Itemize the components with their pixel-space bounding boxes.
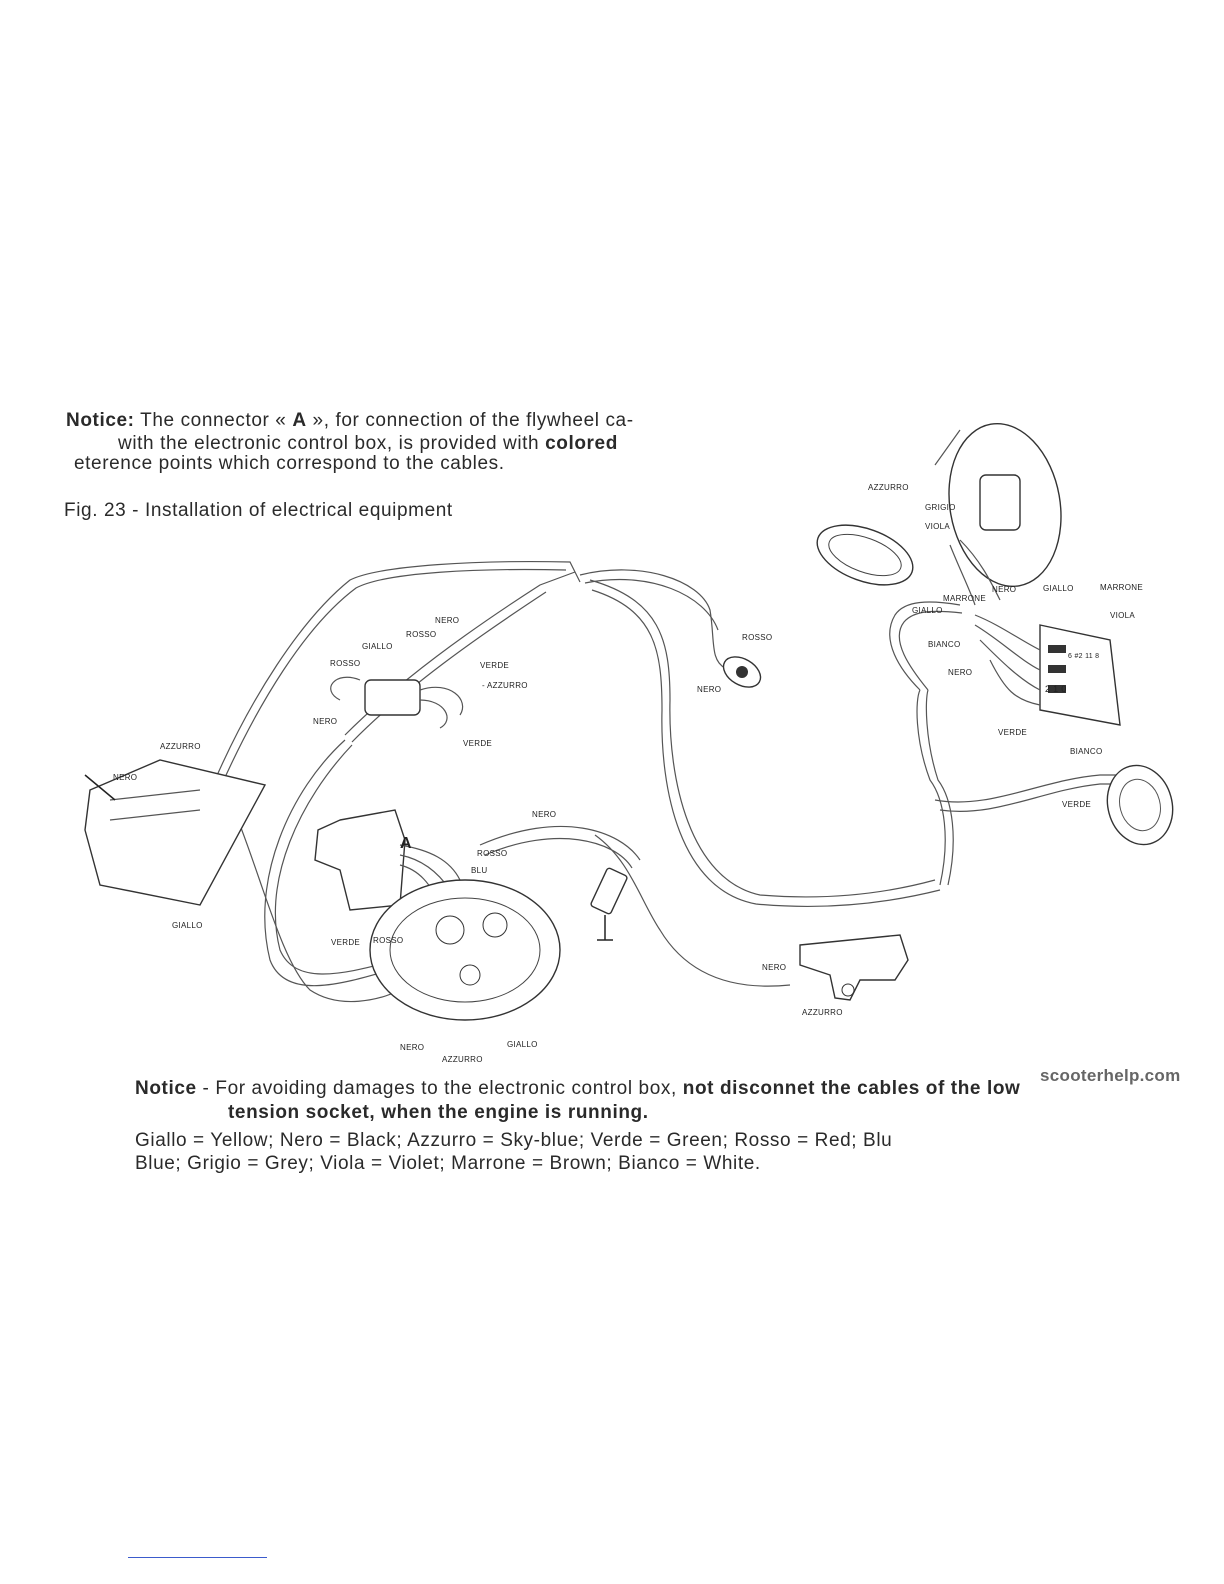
label-nero-bulb: NERO — [697, 685, 722, 694]
label-rosso-top: ROSSO — [406, 630, 437, 639]
label-verde-flywheel: VERDE — [331, 938, 361, 947]
label-giallo-right: GIALLO — [1043, 584, 1074, 593]
label-nero-spark: NERO — [532, 810, 557, 819]
label-nero-ignition: NERO — [762, 963, 787, 972]
footer-rule — [128, 1557, 267, 1558]
label-nero-rear: NERO — [113, 773, 138, 782]
label-verde-switch: VERDE — [998, 728, 1028, 737]
notice-bottom-line2: tension socket, when the engine is running. — [228, 1102, 649, 1123]
notice-line1-pre: The connector « — [140, 410, 293, 431]
notice-top-line3: eterence points which correspond to the cables. — [74, 453, 505, 474]
connector-a-ref: A — [292, 410, 307, 431]
label-blu-box: BLU — [471, 866, 488, 875]
label-verde-top: VERDE — [480, 661, 510, 670]
label-azzurro-speedo: AZZURRO — [868, 483, 909, 492]
label-switch-numbers-2: 6 #2 11 8 — [1068, 653, 1100, 660]
notice-bottom-bold1: not disconnet the cables of the low — [682, 1078, 1021, 1099]
notice-line2-bold: colored — [545, 433, 618, 454]
spark-plug — [590, 867, 628, 940]
notice-bottom-label: Notice — [135, 1078, 197, 1099]
ignition-switch — [800, 935, 908, 1000]
label-marrone-speedo: MARRONE — [943, 594, 986, 603]
figure-caption: Fig. 23 - Installation of electrical equipment — [64, 500, 453, 521]
junction-box — [331, 677, 463, 728]
label-azzurro-ignition: AZZURRO — [802, 1008, 843, 1017]
notice-bottom-dash: - — [196, 1078, 216, 1099]
notice-line1-post: », for connection of the flywheel ca- — [306, 410, 634, 431]
watermark: scooterhelp.com — [1040, 1066, 1181, 1085]
notice-bottom-line1 — [135, 1078, 1020, 1100]
rear-light — [85, 760, 265, 905]
label-verde-mid: VERDE — [463, 739, 493, 748]
label-viola-speedo: VIOLA — [925, 522, 951, 531]
label-grigio: GRIGIO — [925, 503, 956, 512]
label-giallo-flywheel: GIALLO — [507, 1040, 538, 1049]
color-legend-line2: Blue; Grigio = Grey; Viola = Violet; Marrone = Brown; Bianco = White. — [135, 1153, 761, 1174]
label-rosso-left: ROSSO — [330, 659, 361, 668]
label-nero-mid: NERO — [313, 717, 338, 726]
horn — [1099, 758, 1182, 852]
color-legend-line1: Giallo = Yellow; Nero = Black; Azzurro = Sky-blue; Verde = Green; Rosso = Red; Blu — [135, 1130, 893, 1151]
label-nero-top: NERO — [435, 616, 460, 625]
label-azzurro-flywheel: AZZURRO — [442, 1055, 483, 1064]
flywheel-stator — [370, 880, 560, 1020]
notice-label: Notice: — [66, 410, 135, 431]
label-verde-horn: VERDE — [1062, 800, 1092, 809]
label-giallo-rear: GIALLO — [172, 921, 203, 930]
switch-block — [975, 615, 1120, 725]
connector-a-label: A — [400, 835, 412, 852]
label-giallo-top: GIALLO — [362, 642, 393, 651]
label-rosso-flywheel: ROSSO — [373, 936, 404, 945]
label-giallo-left: GIALLO — [912, 606, 943, 615]
stop-light-bulb — [718, 651, 766, 694]
notice-line2-pre: with the electronic control box, is provided with — [118, 433, 546, 454]
label-marrone-right: MARRONE — [1100, 583, 1143, 592]
label-viola-right: VIOLA — [1110, 611, 1136, 620]
label-azzurro-mid: - AZZURRO — [482, 681, 528, 690]
label-bianco-switch: BIANCO — [928, 640, 961, 649]
label-nero-flywheel: NERO — [400, 1043, 425, 1052]
label-rosso-box: ROSSO — [477, 849, 508, 858]
notice-bottom-text: For avoiding damages to the electronic control box, — [215, 1078, 683, 1099]
label-switch-numbers: 2 1 0 — [1045, 684, 1067, 694]
label-nero-switch-block: NERO — [948, 668, 973, 677]
label-rosso-bulb: ROSSO — [742, 633, 773, 642]
label-bianco-horn: BIANCO — [1070, 747, 1103, 756]
label-nero-speedo: NERO — [992, 585, 1017, 594]
cable-harness — [215, 562, 1125, 1002]
label-azzurro-rear: AZZURRO — [160, 742, 201, 751]
